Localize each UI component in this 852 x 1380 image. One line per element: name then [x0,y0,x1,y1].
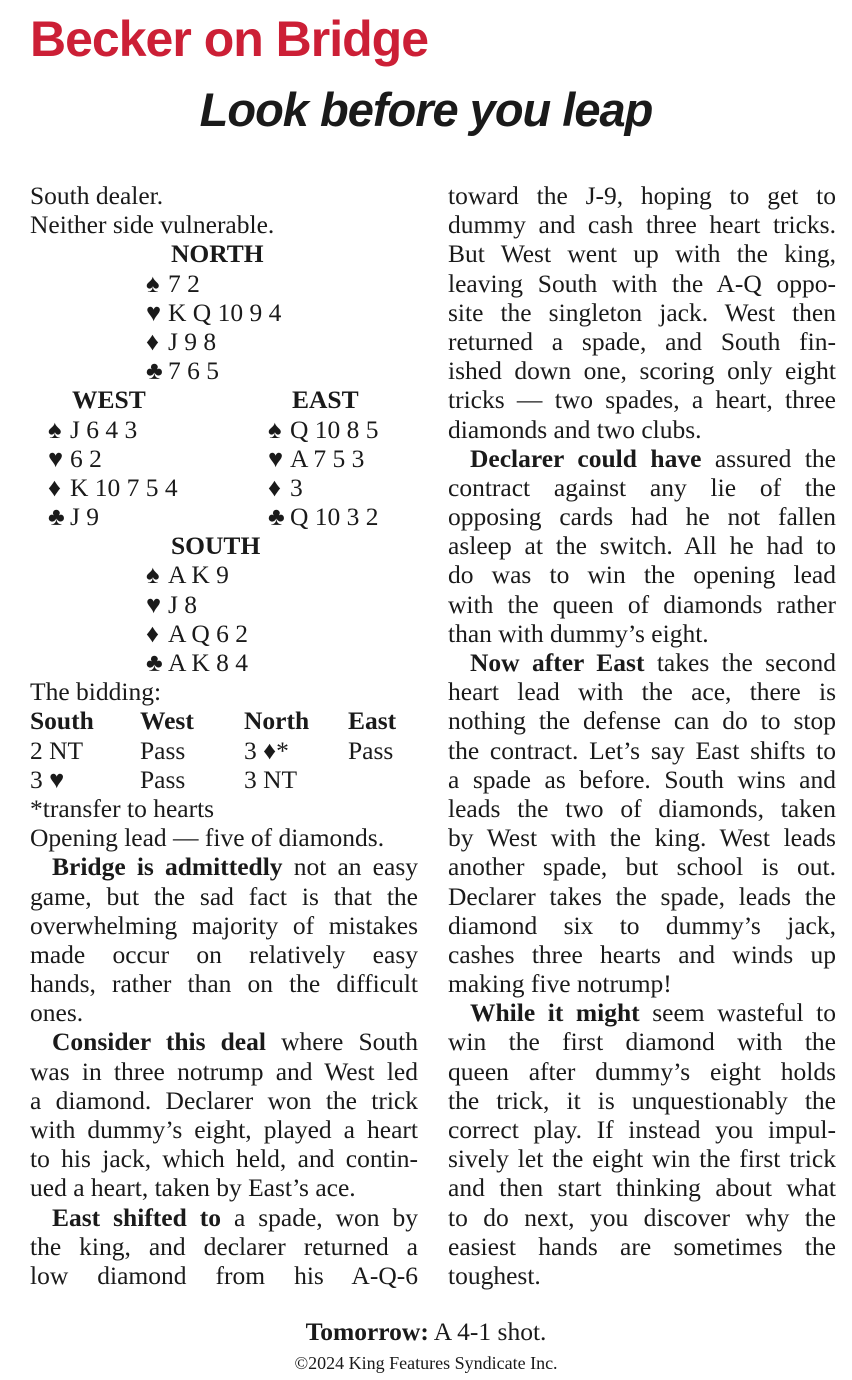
east-diamonds: ♦ 3 [268,472,303,502]
bid-cell: 2 NT [30,735,84,765]
tomorrow-text: A 4-1 shot. [428,1317,547,1346]
column-title: Becker on Bridge [30,11,429,67]
bidding-header: South [30,706,94,736]
copyright: ©2024 King Features Syndicate Inc. [294,1353,558,1373]
deal-diagram [30,239,418,677]
diamond-icon: ♦ [268,472,282,502]
paragraph: While it might seem wasteful to win the first diamond with the queen after dummy’s eight holds the trick, it is unquestionably the correct play. If instead you impul- sively let the eight win the first trick and then start thinking about what to do next, you discover why the easiest hands are sometimes the toughest. [448,998,836,1290]
north-label: NORTH [171,239,264,269]
bidding-footnote: *transfer to hearts [30,793,215,823]
vulnerability-text: Neither side vulnerable. [30,210,275,240]
bid-cell: Pass [348,735,394,765]
diamond-icon: ♦ [146,326,160,356]
spade-icon: ♠ [48,414,62,444]
east-hearts: ♥ A 7 5 3 [268,443,365,473]
bidding-table [30,706,396,794]
paragraph-lead: East shifted to [52,1202,222,1232]
bidding-header: East [348,706,397,736]
west-hearts: ♥ 6 2 [48,443,102,473]
diamond-icon: ♦ [146,618,160,648]
south-clubs: ♣ A K 8 4 [146,648,249,677]
east-spades: ♠ Q 10 8 5 [268,414,379,444]
bid-cell: 3 NT [244,764,298,794]
west-diamonds: ♦ K 10 7 5 4 [48,472,178,502]
club-icon: ♣ [48,502,65,532]
bidding-label: The bidding: [30,677,162,707]
club-icon: ♣ [146,356,163,386]
north-spades: ♠ 7 2 [146,268,200,298]
bid-cell: 3 ♥ [30,764,65,794]
east-clubs: ♣ Q 10 3 2 [268,502,379,532]
south-label: SOUTH [171,531,261,561]
west-spades: ♠ J 6 4 3 [48,414,138,444]
paragraph-lead: Bridge is admittedly [52,852,283,882]
diamond-icon: ♦ [48,472,62,502]
north-hearts: ♥ K Q 10 9 4 [146,297,282,327]
bid-cell: 3 ♦* [244,735,289,765]
south-hearts: ♥ J 8 [146,589,198,619]
opening-lead: Opening lead — five of diamonds. [30,823,385,853]
north-clubs: ♣ 7 6 5 [146,356,219,386]
tomorrow-label: Tomorrow: [305,1317,429,1346]
club-icon: ♣ [268,502,285,532]
west-clubs: ♣ J 9 [48,502,100,532]
spade-icon: ♠ [146,560,160,590]
paragraph-lead: Declarer could have [470,443,702,473]
heart-icon: ♥ [146,589,162,619]
tomorrow-teaser [0,1316,852,1348]
north-diamonds: ♦ J 9 8 [146,326,217,356]
bidding-row [30,736,396,765]
bidding-header: West [140,706,194,736]
paragraph: Bridge is admittedly not an easy game, but the sad fact is that the overwhelming majority of mistakes made occur on relatively easy hands, rather than on the difficult ones. [30,852,418,1028]
bid-cell [348,765,396,794]
paragraph: Declarer could have assured the contract against any lie of the opposing cards had he not fallen asleep at the switch. All he had to do was to win the opening lead with the queen of diamonds rather than with dummy’s eight. [448,443,836,648]
west-label: WEST [72,385,146,415]
left-column [30,181,418,1290]
right-column [448,181,836,1290]
spade-icon: ♠ [146,268,160,298]
bidding-header-row [30,706,396,735]
bid-cell: Pass [140,764,186,794]
club-icon: ♣ [146,648,163,677]
paragraph: Consider this deal where South was in three notrump and West led a diamond. Declarer won the trick with dummy’s eight, played a heart to his jack, which held, and contin- ued a heart, taken by East’s ace. [30,1027,418,1203]
paragraph-lead: Now after East [470,648,645,677]
paragraph-lead: Consider this deal [52,1027,266,1057]
heart-icon: ♥ [268,443,284,473]
paragraph: Now after East takes the second heart lead with the ace, there is nothing the defense can do to stop the contract. Let’s say East shifts to a spade as before. South wins and leads the two of diamonds, taken by West with the king. West leads another spade, but school is out. Declarer takes the spade, leads the diamond six to dummy’s jack, cashes three hearts and winds up making five notrump! [448,648,836,999]
east-label: EAST [292,385,359,415]
heart-icon: ♥ [146,297,162,327]
bidding-header: North [244,706,310,736]
south-spades: ♠ A K 9 [146,560,229,590]
paragraph-lead: While it might [470,998,640,1028]
heart-icon: ♥ [48,443,64,473]
spade-icon: ♠ [268,414,282,444]
paragraph: toward the J-9, hoping to get to dummy and cash three heart tricks. But West went up with the king, leaving South with the A-Q oppo- site the singleton jack. West then returned a spade, and South fin- ished down one, scoring only eight tricks — two spades, a heart, three diamonds and two clubs. [448,181,836,444]
bidding-row [30,765,396,794]
bid-cell: Pass [140,735,186,765]
south-diamonds: ♦ A Q 6 2 [146,618,249,648]
paragraph: East shifted to a spade, won by the king, and declarer returned a low diamond from his A-Q-6 [30,1202,418,1290]
dealer-text: South dealer. [30,181,164,210]
headline: Look before you leap [199,83,653,136]
